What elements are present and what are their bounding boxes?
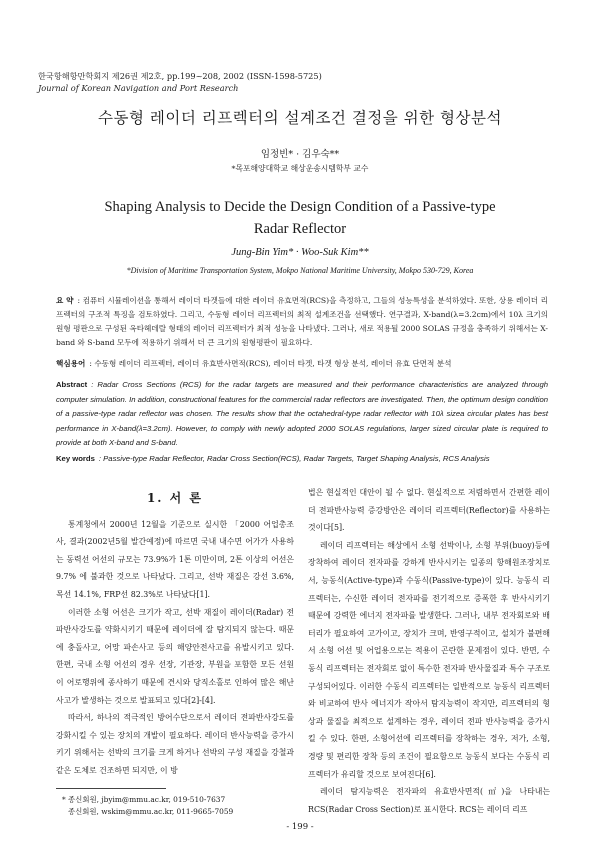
title-english-line1: Shaping Analysis to Decide the Design Condition of a Passive-type bbox=[104, 199, 496, 215]
paragraph: 통계청에서 2000년 12월을 기준으로 실시한 「2000 어업총조사, 결과(2002년5월 발간예정)에 따르면 국내 내수면 어가가 사용하는 동력선 어선의 규모는 73.9%가 1톤 미만이며, 2톤 이상의 어선은 9.7% 에 불과한 것으로 나타났다. 그리고, 선박 재질은 강선 3.6%, 목선 14.1%, FRP선 82.3%로 나타났다[1]. bbox=[56, 519, 294, 599]
authors-english: Jung-Bin Yim* · Woo-Suk Kim** bbox=[231, 247, 369, 258]
paragraph: 레이더 리프렉터는 해상에서 소형 선박이나, 소형 부위(buoy)등에 장착하여 레이더 전자파를 강하게 반사시키는 일종의 항해원조장치로서, 능동식(Active-type)과 수동식(Passive-type)이 있다. 능동식 리프렉터는, 수신한 레이더 전자파를 전기적으로 증폭한 후 반사시키기 때문에 강력한 에너지 전자파를 발생한다. 그러나, 내부 전자회로와 배터리가 필요하여 고가이고, 장치가 크며, 반영구적이고, 설치가 불편해서 소형 어선 및 어업용으로는 적용이 곤란한 문제점이 있다. 반면, 수동식 리프렉터는 전자회로 없이 특수한 전자파 반사물질과 특수 구조로 구성되어있다. 이러한 수동식 리프렉터는 일반적으로 능동식 리프렉터와 비교하여 반사 에너지가 작아서 탐지능력이 작지만, 리프렉터의 형상과 물질을 최적으로 설계하는 경우, 레이더 전파 반사능력을 증가시킬 수 있다. 한편, 소형어선에 리프렉터를 장착하는 경우, 저가, 소형, 경량 및 편리한 장착 등의 조건이 필요함으로 능동식 보다는 수동식 리프렉터가 유리할 것으로 보여진다[6]. bbox=[308, 540, 550, 779]
paragraph: 레이더 탐지능력은 전자파의 유효반사면적(㎡)을 나타내는 RCS(Radar Cross Section)로 표시한다. RCS는 레이더 리프 bbox=[308, 787, 550, 814]
affiliation-english: *Division of Maritime Transportation System, Mokpo National Maritime University, Mokpo 530-729, Korea bbox=[126, 266, 474, 275]
abstract-korean-label: 요 약 bbox=[56, 296, 74, 305]
authors-korean: 임정빈* · 김우숙** bbox=[260, 149, 340, 160]
keywords-korean bbox=[56, 357, 548, 371]
page-number: - 199 - bbox=[286, 822, 314, 832]
abstract-english-label: Abstract bbox=[56, 380, 88, 389]
title-korean: 수동형 레이더 리프렉터의 설계조건 결정을 위한 형상분석 bbox=[98, 109, 502, 127]
keywords-english-label: Key words bbox=[56, 454, 95, 463]
paragraph: 따라서, 하나의 적극적인 방어수단으로서 레이더 전파반사강도를 강화시킬 수 있는 장치의 개발이 필요하다. 레이더 반사능력을 증가시키기 위해서는 선박의 크기를 크게 하거나 선박의 구성 재질을 강철과 같은 도체로 건조하면 되지만, 이 방 bbox=[56, 713, 294, 775]
title-english bbox=[0, 196, 600, 240]
journal-info-en: Journal of Korean Navigation and Port Research bbox=[38, 83, 239, 93]
footnote-line: 종신회원, wskim@mmu.ac.kr, 011-9665-7059 bbox=[68, 807, 234, 816]
paragraph: 법은 현실적인 대안이 될 수 없다. 현실적으로 저렴하면서 간편한 레이더 전파반사능력 증강방안은 레이더 리프렉터(Reflector)를 사용하는 것이다[5]. bbox=[308, 488, 550, 533]
paragraph: 이러한 소형 어선은 크기가 작고, 선박 재질이 레이더(Radar) 전파반사강도를 약화시키기 때문에 레이더에 잘 탐지되지 않는다. 때문에 충돌사고, 어망 파손사고 등의 해양안전사고를 유발시키고 있다. 한편, 국내 소형 어선의 경우 선장, 기관장, 부원을 포함한 모든 선원이 어로행위에 종사하기 때문에 견시와 당직소홀로 인하여 많은 해난사고가 발생하는 것으로 발표되고 있다[2]-[4]. bbox=[56, 607, 294, 705]
journal-info-ko: 한국항해항만학회지 제26권 제2호, pp.199~208, 2002 (ISSN-1598-5725) bbox=[38, 71, 322, 81]
footnote-line: * 종신회원, jbyim@mmu.ac.kr, 019-510-7637 bbox=[62, 795, 226, 804]
keywords-english bbox=[56, 452, 548, 466]
abstract-english bbox=[56, 378, 548, 451]
right-column bbox=[308, 484, 550, 818]
title-english-line2: Radar Reflector bbox=[253, 221, 347, 237]
abstract-english-text: : Radar Cross Sections (RCS) for the radar targets are measured and their performance characteristics are analyzed through computer simulation. In addition, constructional features for the commercial radar reflectors are investigated. Then, the optimum design condition of a passive-type radar reflector was chosen. The results show that the octahedral-type radar reflector with 10λ sizea circular plates has best performance in X-band(λ=3.2cm). However, to comply with newly adopted 2000 SOLAS regulations, larger sized circular plate is required to provide at both X-band and S-band. bbox=[56, 380, 548, 447]
section-heading-introduction: 1. 서 론 bbox=[146, 491, 204, 505]
keywords-korean-label: 핵심용어 bbox=[56, 359, 86, 368]
abstract-korean bbox=[56, 294, 548, 350]
footnote bbox=[62, 794, 233, 818]
left-column bbox=[56, 484, 294, 780]
journal-header bbox=[38, 70, 322, 94]
keywords-english-text: : Passive-type Radar Reflector, Radar Cross Section(RCS), Radar Targets, Target Shaping Analysis, RCS Analysis bbox=[98, 454, 490, 463]
keywords-korean-text: : 수동형 레이더 리프렉터, 레이더 유효반사면적(RCS), 레이더 타겟, 타겟 형상 분석, 레이더 유효 단면적 분석 bbox=[89, 359, 452, 368]
affiliation-korean: *목포해양대학교 해상운송시템학부 교수 bbox=[231, 164, 369, 173]
abstract-korean-text: : 컴퓨터 시뮬레이션을 통해서 레이더 타겟들에 대한 레이더 유효면적(RCS)을 측정하고, 그들의 성능특성을 분석하였다. 또한, 상용 레이더 리프렉터의 구조적 특징을 검토하였다. 그리고, 수동형 레이더 리프렉터의 최적 설계조건을 선택했다. 연구결과, X-band(λ=3.2cm)에서 10λ 크기의 원형 평판으로 구성된 옥타헤데랄 형태의 레이더 리프렉터가 최적 성능을 나타냈다. 그러나, 새로 적용될 2000 SOLAS 규정을 충족하기 위해서는 X-band 와 S-band 모두에 적용하기 위해서 더 큰 크기의 원형평판이 필요하다. bbox=[56, 296, 548, 347]
footnote-divider bbox=[56, 788, 166, 789]
